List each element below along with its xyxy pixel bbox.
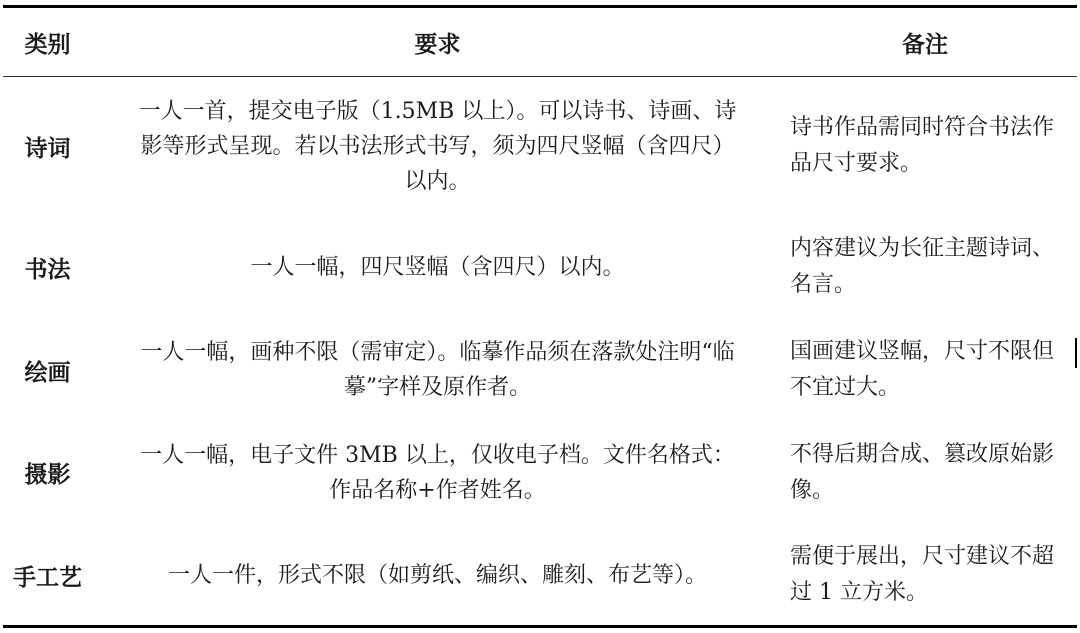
row-category: 诗词 bbox=[24, 135, 71, 162]
row-requirement: 一人一幅，四尺竖幅（含四尺）以内。 bbox=[250, 254, 625, 280]
header-requirement: 要求 bbox=[414, 31, 461, 58]
table-row bbox=[0, 222, 1080, 312]
row-category: 手工艺 bbox=[13, 564, 82, 591]
row-requirement: 一人一首，提交电子版（1.5MB 以上）。可以诗书、诗画、诗影等形式呈现。若以书法形式书写，须为四尺竖幅（含四尺）以内。 bbox=[138, 98, 737, 194]
row-note: 不得后期合成、篡改原始影像。 bbox=[790, 441, 1055, 503]
row-note: 诗书作品需同时符合书法作品尺寸要求。 bbox=[790, 115, 1055, 176]
table-header-rule bbox=[3, 76, 1077, 77]
row-note: 需便于展出，尺寸建议不超过 1 立方米。 bbox=[790, 544, 1055, 605]
header-note: 备注 bbox=[902, 31, 948, 58]
table-row bbox=[0, 330, 1080, 410]
row-category: 绘画 bbox=[24, 359, 71, 386]
row-note: 内容建议为长征主题诗词、名言。 bbox=[790, 236, 1055, 297]
row-requirement: 一人一幅，电子文件 3MB 以上，仅收电子档。文件名格式：作品名称+作者姓名。 bbox=[140, 442, 735, 503]
row-requirement: 一人一件，形式不限（如剪纸、编织、雕刻、布艺等）。 bbox=[167, 562, 707, 588]
row-category: 摄影 bbox=[24, 462, 71, 488]
row-note: 国画建议竖幅，尺寸不限但不宜过大。 bbox=[790, 339, 1055, 400]
text-cursor-mark bbox=[1075, 338, 1077, 368]
row-requirement: 一人一幅，画种不限（需审定）。临摹作品须在落款处注明“临摹”字样及原作者。 bbox=[140, 340, 735, 400]
header-category: 类别 bbox=[24, 31, 71, 58]
table-row bbox=[0, 90, 1080, 202]
table-row bbox=[0, 535, 1080, 615]
table-bottom-rule bbox=[3, 625, 1077, 628]
table-row bbox=[0, 430, 1080, 515]
row-category: 书法 bbox=[24, 256, 71, 283]
table-header bbox=[0, 8, 1080, 76]
